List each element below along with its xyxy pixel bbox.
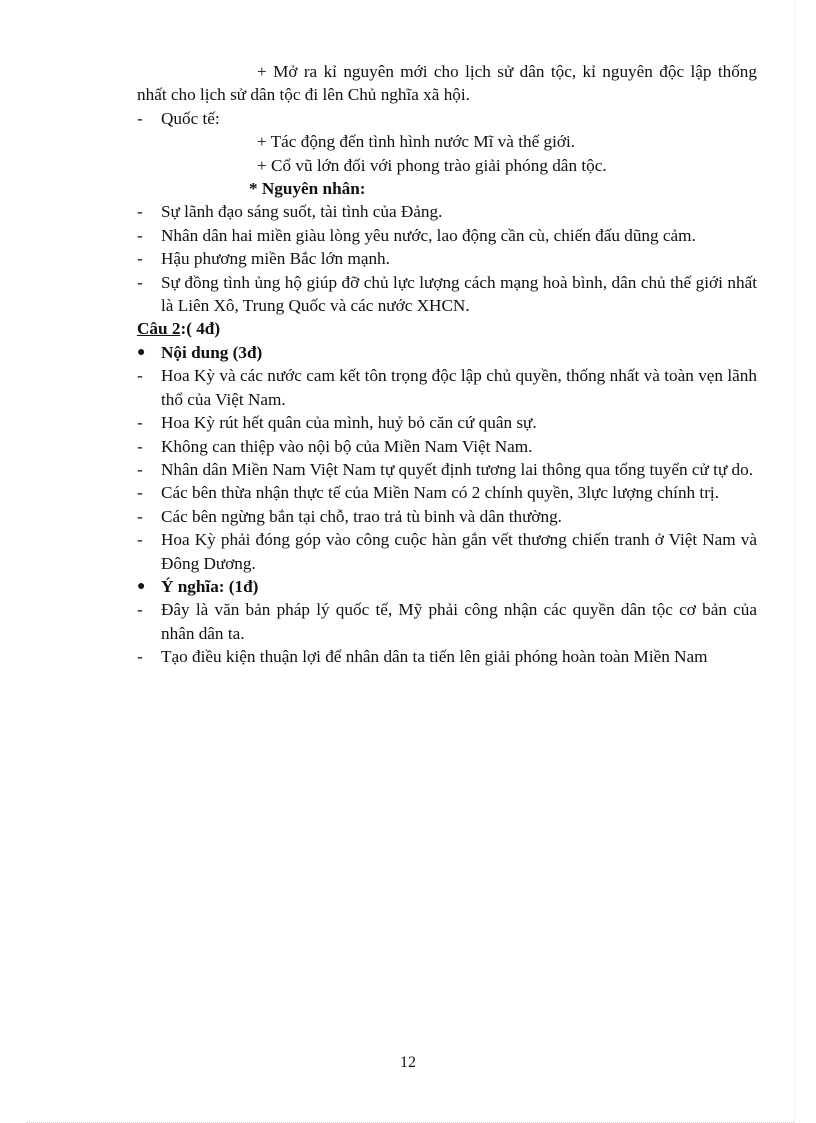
paragraph-ky-nguyen: + Mở ra kỉ nguyên mới cho lịch sử dân tộc, kỉ nguyên độc lập thống nhất cho lịch sử dân tộc đi lên Chủ nghĩa xã hội.	[137, 62, 757, 105]
quoc-te-point-2: + Cổ vũ lớn đối với phong trào giải phóng dân tộc.	[257, 155, 607, 175]
dash-marker: -	[137, 436, 143, 456]
list-item-quoc-te	[137, 107, 757, 130]
noi-dung-item: Hoa Kỳ phải đóng góp vào công cuộc hàn gắn vết thương chiến tranh ở Việt Nam và Đông Dương.	[161, 530, 757, 573]
y-nghia-item: Đây là văn bản pháp lý quốc tế, Mỹ phải công nhận các quyền dân tộc cơ bản của nhân dân ta.	[161, 600, 757, 643]
dash-marker: -	[137, 483, 143, 503]
page-content	[137, 60, 757, 669]
bullet-marker: ●	[137, 578, 146, 594]
noi-dung-item: Không can thiệp vào nội bộ của Miền Nam Việt Nam.	[161, 436, 533, 456]
section-y-nghia	[137, 575, 757, 598]
nguyen-nhan-item: Hậu phương miền Bắc lớn mạnh.	[161, 249, 390, 269]
cau-2-heading	[137, 317, 757, 340]
dash-marker: -	[137, 202, 143, 222]
dash-marker: -	[137, 366, 143, 386]
nguyen-nhan-item: Sự đồng tình ủng hộ giúp đỡ chủ lực lượng cách mạng hoà bình, dân chủ thế giới nhất là Liên Xô, Trung Quốc và các nước XHCN.	[161, 272, 757, 316]
y-nghia-heading: Ý nghĩa: (1đ)	[161, 576, 259, 596]
cau-2-title: Câu 2	[137, 319, 181, 339]
list-item	[137, 200, 757, 223]
list-item	[137, 645, 757, 668]
list-item	[137, 247, 757, 270]
noi-dung-item: Hoa Kỳ rút hết quân của mình, huỷ bỏ căn cứ quân sự.	[161, 413, 537, 433]
list-item	[137, 435, 757, 458]
noi-dung-item: Các bên ngừng bắn tại chỗ, trao trả tù binh và dân thường.	[161, 506, 562, 526]
list-item	[137, 271, 757, 318]
list-item	[137, 598, 757, 645]
dash-marker: -	[137, 530, 143, 550]
quoc-te-label: Quốc tế:	[161, 108, 220, 128]
dash-marker: -	[137, 459, 143, 479]
list-item	[137, 528, 757, 575]
dash-marker: -	[137, 413, 143, 433]
noi-dung-heading: Nội dung (3đ)	[161, 342, 263, 362]
list-item	[137, 481, 757, 504]
noi-dung-item: Nhân dân Miền Nam Việt Nam tự quyết định tương lai thông qua tổng tuyển cử tự do.	[161, 459, 754, 479]
bullet-marker: ●	[137, 344, 146, 360]
nguyen-nhan-heading: * Nguyên nhân:	[249, 179, 366, 199]
quoc-te-point-1: + Tác động đến tình hình nước Mĩ và thế giới.	[257, 132, 576, 152]
section-noi-dung	[137, 341, 757, 364]
list-item	[137, 411, 757, 434]
dash-marker: -	[137, 600, 143, 620]
page-right-border	[794, 0, 795, 1123]
dash-marker: -	[137, 225, 143, 245]
noi-dung-item: Các bên thừa nhận thực tế của Miền Nam có 2 chính quyền, 3lực lượng chính trị.	[161, 483, 720, 503]
dash-marker: -	[137, 647, 143, 667]
dash-marker: -	[137, 108, 143, 128]
list-item	[137, 458, 757, 481]
noi-dung-item: Hoa Kỳ và các nước cam kết tôn trọng độc lập chủ quyền, thống nhất và toàn vẹn lãnh thổ của Việt Nam.	[161, 366, 757, 409]
y-nghia-item: Tạo điều kiện thuận lợi để nhân dân ta tiến lên giải phóng hoàn toàn Miền Nam	[161, 647, 708, 667]
list-item	[137, 364, 757, 411]
list-item	[137, 224, 757, 247]
nguyen-nhan-item: Nhân dân hai miền giàu lòng yêu nước, lao động cần cù, chiến đấu dũng cảm.	[161, 225, 696, 245]
page-number: 12	[400, 1054, 416, 1071]
cau-2-points: :( 4đ)	[180, 319, 221, 339]
nguyen-nhan-item: Sự lãnh đạo sáng suốt, tài tình của Đảng.	[161, 202, 443, 222]
list-item	[137, 505, 757, 528]
dash-marker: -	[137, 272, 143, 292]
dash-marker: -	[137, 506, 143, 526]
dash-marker: -	[137, 249, 143, 269]
